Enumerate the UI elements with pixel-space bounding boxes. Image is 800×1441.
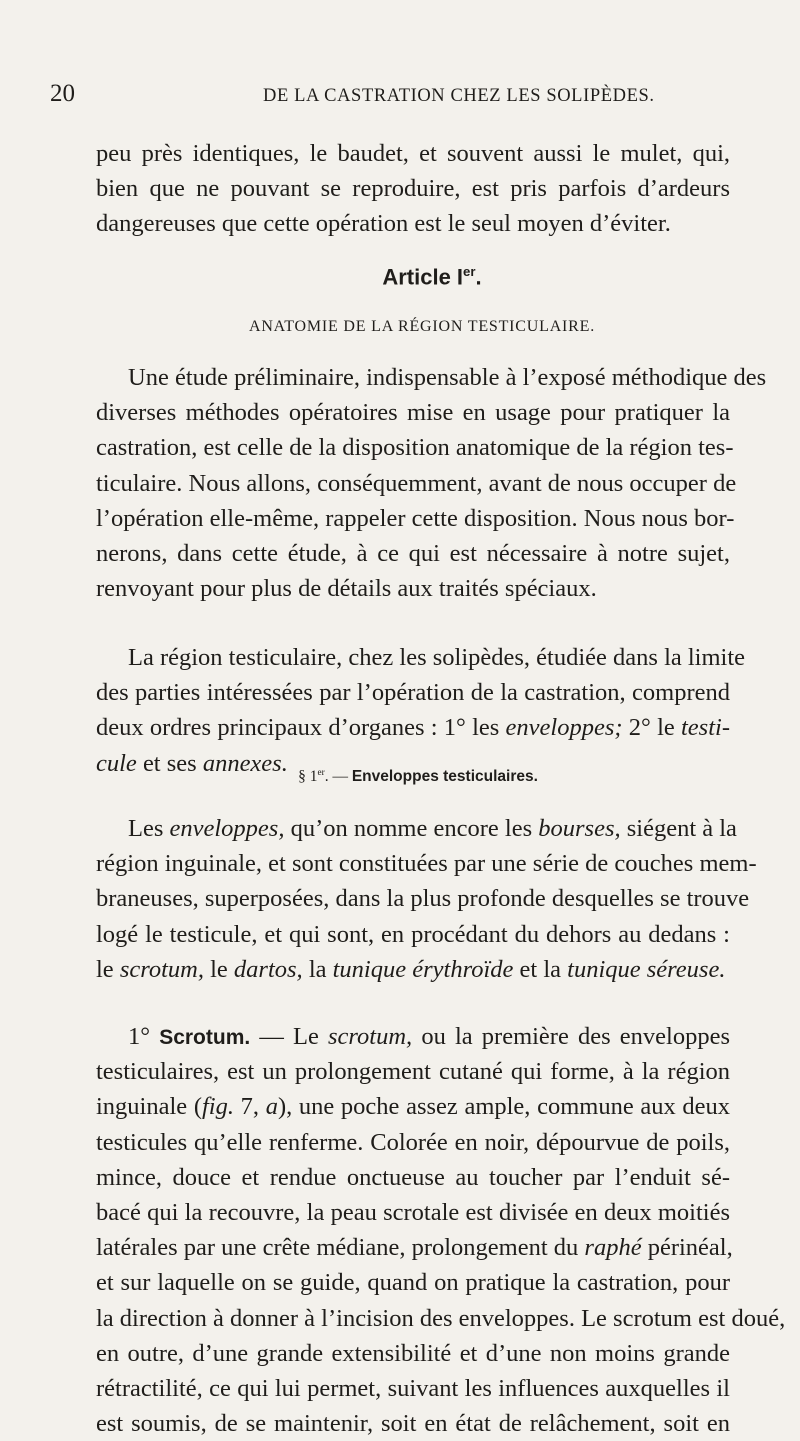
text-line: l’opération elle-même, rappeler cette disposition. Nous nous bor- [96,504,735,532]
page-number: 20 [50,80,75,107]
text-line: Une étude préliminaire, indispensable à l’exposé méthodique des [128,364,767,391]
text-line: braneuses, superposées, dans la plus profonde desquelles se trouve [96,885,750,913]
text-line: logé le testicule, et qui sont, en procédant du dehors au dedans : [96,920,730,948]
section-dash: . — [324,768,352,786]
italic-term: raphé [584,1234,642,1262]
section-symbol: § 1 [298,768,318,786]
text-line: testicules qu’elle renferme. Colorée en noir, dépourvue de poils, [96,1128,730,1156]
text-line: nerons, dans cette étude, à ce qui est nécessaire à notre sujet, [96,539,730,567]
article-heading [32,264,800,290]
italic-term: enveloppes; [505,714,623,742]
italic-term: enveloppes, [169,815,285,842]
text-line: la direction à donner à l’incision des enveloppes. Le scrotum est doué, [96,1304,786,1332]
article-sup: er [463,264,476,279]
text-run: la [302,955,333,983]
italic-term: cule [96,749,137,777]
bold-term: Scrotum. [159,1026,251,1049]
text-line: bacé qui la recouvre, la peau scrotale est divisée en deux moitiés [96,1198,730,1226]
text-run: ), une poche assez ample, commune aux deux [277,1093,731,1121]
text-run: inguinale ( [96,1093,202,1121]
text-line: des parties intéressées par l’opération de la castration, comprend [96,679,730,707]
text-line [96,952,730,987]
article-label: Article I [382,264,464,290]
text-run: et la [513,955,568,983]
section-label: Enveloppes testiculaires. [351,768,538,786]
article-subtitle: ANATOMIE DE LA RÉGION TESTICULAIRE. [248,318,596,335]
italic-term: annexes. [202,749,288,777]
text-run: — Le [250,1023,328,1050]
text-line [96,1230,733,1265]
text-run: 2° le [622,714,681,742]
italic-term: bourses, [538,815,621,842]
text-run: qu’on nomme encore les [284,815,539,842]
italic-term: a [265,1093,278,1121]
italic-term: scrotum, [328,1023,413,1050]
text-run: deux ordres principaux d’organes : 1° les [96,714,506,742]
text-run: 1° [128,1023,160,1050]
text-run: périnéal, [641,1234,733,1262]
text-line: rétractilité, ce qui lui permet, suivant les influences auxquelles il [96,1374,730,1402]
italic-term: tunique séreuse. [567,955,726,983]
text-line: ticulaire. Nous allons, conséquemment, avant de nous occuper de [96,469,737,497]
text-run: ou la première des enveloppes [412,1023,731,1050]
italic-term: testi- [681,714,730,742]
text-run: siégent à la [620,815,737,842]
text-line: dangereuses que cette opération est le seul moyen d’éviter. [96,210,671,238]
article-suffix: . [475,264,482,290]
text-run: Les [128,815,170,842]
italic-term: dartos, [233,955,303,983]
etude-paragraph [96,360,767,606]
italic-term: tunique érythroïde [332,955,514,983]
section-sup: er [317,768,325,778]
text-line: La région testiculaire, chez les solipèdes, étudiée dans la limite [128,644,746,671]
text-line: bien que ne pouvant se reproduire, est pris parfois d’ardeurs [96,175,730,203]
text-run: et ses [136,749,203,777]
text-line: est soumis, de se maintenir, soit en état de relâchement, soit en [96,1410,730,1438]
running-title: DE LA CASTRATION CHEZ LES SOLIPÈDES. [263,86,655,106]
text-line: en outre, d’une grande extensibilité et d’une non moins grande [96,1339,730,1367]
text-line: renvoyant pour plus de détails aux traités spéciaux. [96,575,597,603]
enveloppes-paragraph [96,811,757,987]
running-head [50,80,790,114]
text-line [96,710,730,745]
text-line: et sur laquelle on se guide, quand on pratique la castration, pour [96,1269,730,1297]
italic-term: fig. [202,1093,234,1121]
text-run: 7, [234,1093,266,1121]
italic-term: scrotum, [119,955,204,983]
region-paragraph [96,640,746,781]
text-line [96,1019,730,1054]
text-line: mince, douce et rendue onctueuse au toucher par l’enduit sé- [96,1163,730,1191]
text-line: diverses méthodes opératoires mise en usage pour pratiquer la [96,399,730,427]
text-run: le [203,955,234,983]
text-line: peu près identiques, le baudet, et souvent aussi le mulet, qui, [96,140,730,167]
section-heading [18,768,800,786]
text-run: le [96,955,120,983]
text-line: testiculaires, est un prolongement cutané qui forme, à la région [96,1058,730,1086]
text-line [96,1089,730,1124]
intro-paragraph [96,136,730,242]
text-line: région inguinale, et sont constituées par une série de couches mem- [96,850,757,878]
scrotum-paragraph [96,1019,786,1441]
text-run: latérales par une crête médiane, prolongement du [96,1234,585,1262]
text-line [96,811,737,846]
text-line: castration, est celle de la disposition anatomique de la région tes- [96,434,734,462]
